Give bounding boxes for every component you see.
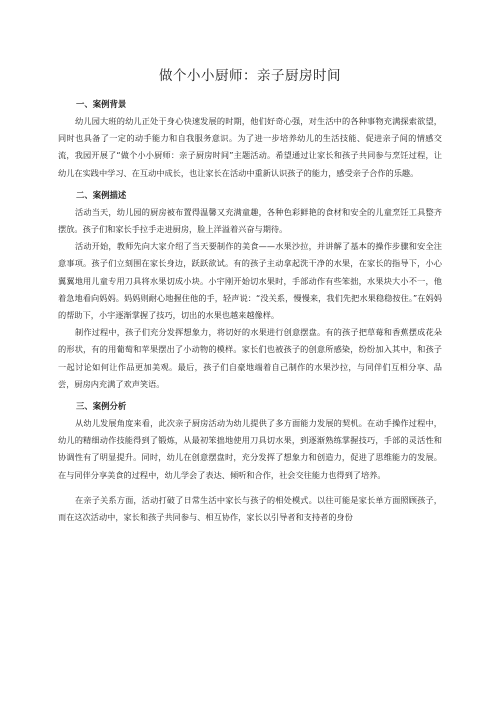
section-heading: 三、案例分析: [76, 401, 127, 412]
paragraph: 从幼儿发展角度来看，此次亲子厨房活动为幼儿提供了多方面能力发展的契机。在动手操作过程中，幼儿的精细动作技能得到了锻炼，从最初笨拙地使用刀具切水果，到逐渐熟练掌握技巧，手部的灵活性和协调性有了明显提升。同时，幼儿在创意摆盘时，充分发挥了想象力和创造力，促进了思维能力的发展。在与同伴分享美食的过程中，幼儿学会了表达、倾听和合作，社会交往能力也得到了培养。: [58, 418, 442, 480]
paragraph: 制作过程中，孩子们充分发挥想象力，将切好的水果进行创意摆盘。有的孩子把草莓和香蕉摆成花朵的形状，有的用葡萄和苹果摆出了小动物的模样。家长们也被孩子的创意所感染，纷纷加入其中，和孩子一起讨论如何让作品更加美观。最后，孩子们自豪地端着自己制作的水果沙拉，与同伴们互相分享、品尝，厨房内充满了欢声笑语。: [58, 327, 442, 389]
page-title: 做个小小厨师：亲子厨房时间: [159, 68, 341, 84]
paragraph: 在亲子关系方面，活动打破了日常生活中家长与孩子的相处模式。以往可能是家长单方面照顾孩子，而在这次活动中，家长和孩子共同参与、相互协作，家长以引导者和支持者的身份: [58, 494, 442, 523]
section-analysis: [58, 399, 442, 526]
section-description: [58, 188, 442, 393]
section-heading: 二、案例描述: [76, 189, 127, 200]
section-heading: 一、案例背景: [76, 99, 127, 109]
document-page: [58, 64, 442, 526]
section-background: [58, 97, 442, 182]
paragraph: 活动开始，教师先向大家介绍了当天要制作的美食——水果沙拉，并讲解了基本的操作步骤和安全注意事项。孩子们立刻围在家长身边，跃跃欲试。有的孩子主动拿起洗干净的水果，在家长的指导下，小心翼翼地用儿童专用刀具将水果切成小块。小宇刚开始切水果时，手部动作有些笨拙，水果块大小不一，他着急地看向妈妈。妈妈则耐心地握住他的手，轻声说：“没关系，慢慢来，我们先把水果稳稳按住。”在妈妈的帮助下，小宇逐渐掌握了技巧，切出的水果也越来越像样。: [58, 241, 442, 321]
paragraph: 活动当天，幼儿园的厨房被布置得温馨又充满童趣，各种色彩鲜艳的食材和安全的儿童烹饪工具整齐摆放。孩子们和家长手拉手走进厨房，脸上洋溢着兴奋与期待。: [58, 206, 442, 235]
paragraph: 幼儿园大班的幼儿正处于身心快速发展的时期，他们好奇心强，对生活中的各种事物充满探索欲望，同时也具备了一定的动手能力和自我服务意识。为了进一步培养幼儿的生活技能、促进亲子间的情感交流，我园开展了“做个小小厨师：亲子厨房时间”主题活动。希望通过让家长和孩子共同参与烹饪过程，让幼儿在实践中学习、在互动中成长，也让家长在活动中重新认识孩子的能力，感受亲子合作的乐趣。: [58, 116, 442, 178]
